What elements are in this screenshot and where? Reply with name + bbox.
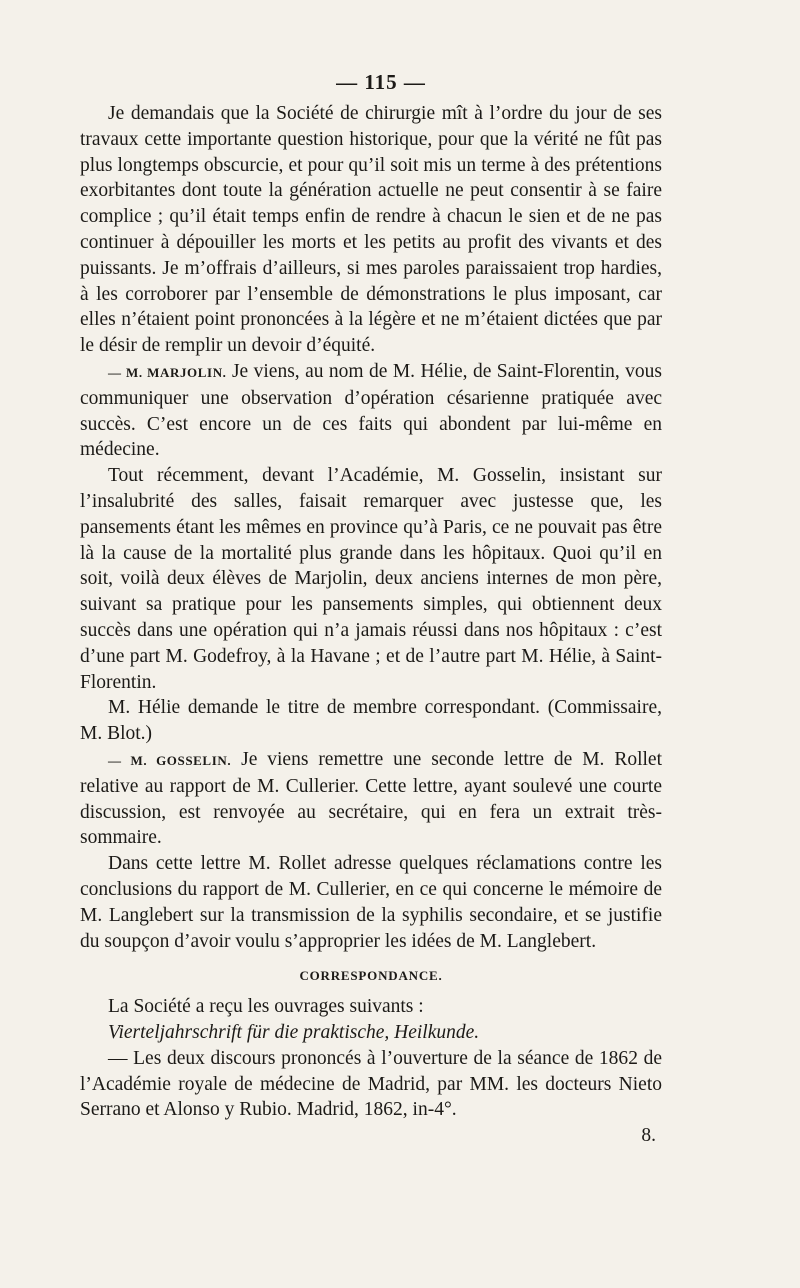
paragraph-marjolin-text: Je viens, au nom de M. Hélie, de Saint-Florentin, vous communiquer une observation d’opération césarienne pratiquée avec succès. C’est encore un de ces faits qui abondent par lui-même en médecine.	[80, 360, 662, 461]
paragraph-rollet-letter: Dans cette lettre M. Rollet adresse quelques réclamations contre les conclusions du rapport de M. Cullerier, en ce qui concerne le mémoire de M. Langlebert sur la transmission de la syphilis secondaire, et se justifie du soupçon d’avoir voulu s’approprier les idées de M. Langlebert.	[80, 853, 662, 952]
paragraph-helie-request: M. Hélie demande le titre de membre correspondant. (Commissaire, M. Blot.)	[80, 697, 662, 745]
correspondence-item-madrid: — Les deux discours prononcés à l’ouverture de la séance de 1862 de l’Académie royale de médecine de Madrid, par MM. les docteurs Nieto Serrano et Alonso y Rubio. Madrid, 1862, in-4°.	[80, 1047, 662, 1121]
paragraph-gosselin-academie: Tout récemment, devant l’Académie, M. Gosselin, insistant sur l’insalubrité des salles, faisait remarquer avec justesse que, les pansements étant les mêmes en province qu’à Paris, ce ne pouvait pas être là la cause de la mortalité plus grande dans les hôpitaux. Quoi qu’il en soit, voilà deux élèves de Marjolin, deux anciens internes de mon père, suivant sa pratique pour les pansements simples, qui obtiennent deux succès dans une opération qui n’a jamais réussi dans nos hôpitaux : c’est d’une part M. Godefroy, à la Havane ; et de l’autre part M. Hélie, à Saint-Florentin.	[80, 465, 662, 693]
correspondence-intro: La Société a reçu les ouvrages suivants :	[108, 996, 424, 1018]
speaker-gosselin: — M. GOSSELIN.	[108, 752, 232, 768]
page-number: — 115 —	[336, 70, 426, 94]
correspondence-item-vierteljahrschrift: Vierteljahrschrift für die praktische, Heilkunde.	[108, 1022, 480, 1044]
speaker-marjolin: — M. MARJOLIN.	[108, 364, 227, 380]
signature-mark: 8.	[641, 1125, 656, 1147]
paragraph-marjolin	[80, 359, 662, 463]
paragraph-gosselin-text: Je viens remettre une seconde lettre de M. Rollet relative au rapport de M. Cullerier. Cette lettre, ayant soulevé une courte discussion, est renvoyée au secrétaire, qui en fera un extrait très-sommaire.	[80, 748, 662, 849]
section-title-correspondance: CORRESPONDANCE.	[299, 968, 443, 984]
paragraph-historical-question: Je demandais que la Société de chirurgie mît à l’ordre du jour de ses travaux cette importante question historique, pour que la vérité ne fût pas plus longtemps obscurcie, et pour qu’il soit mis un terme à des prétentions exorbitantes dont toute la génération actuelle ne peut consentir à se faire complice ; qu’il était temps enfin de rendre à chacun le sien et de ne pas continuer à dépouiller les morts et les petits au profit des vivants et des puissants. Je m’offrais d’ailleurs, si mes paroles paraissaient trop hardies, à les corroborer par l’ensemble de démonstrations le plus imposant, car elles n’étaient point prononcées à la légère et ne m’étaient dictées que par le désir de remplir un devoir d’équité.	[80, 103, 662, 357]
paragraph-gosselin	[80, 747, 662, 851]
